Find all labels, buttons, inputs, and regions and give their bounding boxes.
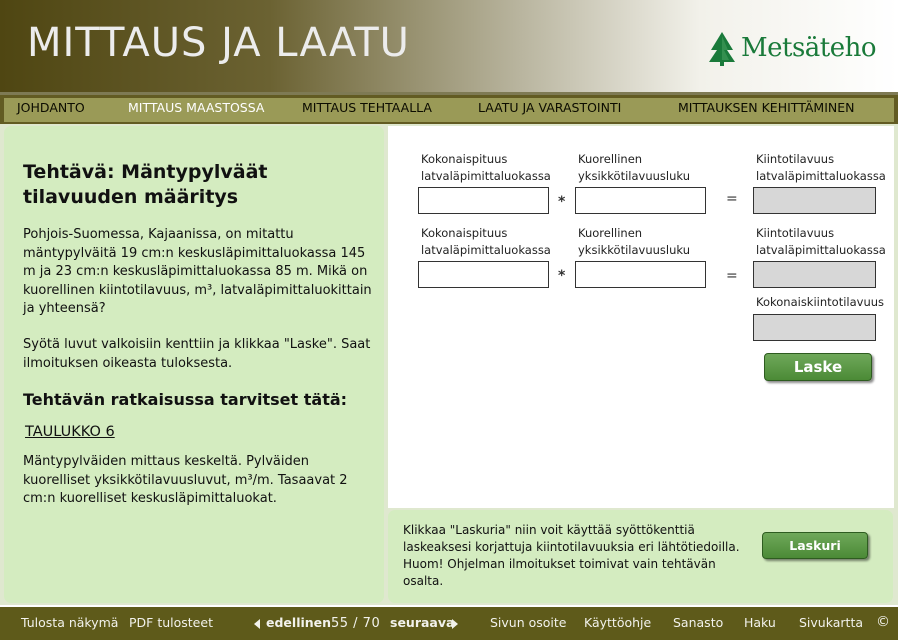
calculator-note-text: Klikkaa "Laskuria" niin voit käyttää syöttökenttiä laskeaksesi korjattuja kiintotilavuuksia eri lähtötiedoilla. Huom! Ohjelman ilmoitukset toimivat vain tehtävän osalta. xyxy=(403,523,740,588)
glossary-link[interactable]: Sanasto xyxy=(673,615,724,630)
length-input-2[interactable] xyxy=(418,261,549,288)
multiply-symbol-2: * xyxy=(558,268,566,284)
nav-item-mittauksen-kehittaminen[interactable]: MITTAUKSEN KEHITTÄMINEN xyxy=(678,100,855,115)
metsateho-logo[interactable] xyxy=(707,30,876,66)
next-arrow-icon[interactable] xyxy=(452,619,458,629)
user-guide-link[interactable]: Käyttöohje xyxy=(584,615,652,630)
task-instructions: Syötä luvut valkoisiin kenttiin ja klikkaa "Laske". Saat ilmoituksen oikeasta tuloksesta. xyxy=(23,337,371,371)
pdf-prints-link[interactable]: PDF tulosteet xyxy=(129,615,213,630)
length-input-1[interactable] xyxy=(418,187,549,214)
app-title: MITTAUS JA LAATU xyxy=(27,20,410,66)
total-volume-label: Kokonaiskiintotilavuus xyxy=(756,295,885,309)
task-title: Tehtävä: Mäntypylväät tilavuuden määritys xyxy=(23,161,268,208)
unit-volume-label-1: Kuorellinen yksikkötilavuusluku xyxy=(578,152,690,183)
result-field-1 xyxy=(753,187,876,214)
calculate-button[interactable]: Laske xyxy=(764,353,872,381)
previous-link[interactable]: edellinen xyxy=(266,615,332,630)
unit-volume-input-2[interactable] xyxy=(575,261,706,288)
copyright-icon[interactable]: © xyxy=(876,614,890,630)
result-field-2 xyxy=(753,261,876,288)
search-link[interactable]: Haku xyxy=(744,615,776,630)
equals-symbol-2: = xyxy=(726,268,738,284)
nav-item-mittaus-tehtaalla[interactable]: MITTAUS TEHTAALLA xyxy=(302,100,432,115)
resources-heading: Tehtävän ratkaisussa tarvitset tätä: xyxy=(23,390,348,409)
print-view-link[interactable]: Tulosta näkymä xyxy=(21,615,119,630)
calculator-button[interactable]: Laskuri xyxy=(762,532,868,559)
result-label-1: Kiintotilavuus latvaläpimittaluokassa xyxy=(756,152,886,183)
page-counter: 55 / 70 xyxy=(331,616,381,631)
multiply-symbol-1: * xyxy=(558,194,566,210)
total-volume-field xyxy=(753,314,876,341)
sitemap-link[interactable]: Sivukartta xyxy=(799,615,864,630)
logo-text: Metsäteho xyxy=(741,33,877,63)
tree-logo-icon xyxy=(707,30,737,66)
header xyxy=(0,0,898,92)
page-address-link[interactable]: Sivun osoite xyxy=(490,615,567,630)
nav-item-johdanto[interactable]: JOHDANTO xyxy=(17,100,85,115)
task-description: Pohjois-Suomessa, Kajaanissa, on mitattu mäntypylväitä 19 cm:n keskusläpimittaluokassa 145 m ja 23 cm:n keskusläpimittaluokassa 85 m. Mikä on kuorellinen kiintotilavuus, m³, latvaläpimittaluokittain ja yhteensä? xyxy=(23,227,372,316)
table-6-link[interactable]: TAULUKKO 6 xyxy=(25,424,115,440)
nav-item-mittaus-maastossa[interactable]: MITTAUS MAASTOSSA xyxy=(128,100,265,115)
next-link[interactable]: seuraava xyxy=(390,615,455,630)
nav-item-laatu-ja-varastointi[interactable]: LAATU JA VARASTOINTI xyxy=(478,100,622,115)
unit-volume-label-2: Kuorellinen yksikkötilavuusluku xyxy=(578,226,690,257)
table-description: Mäntypylväiden mittaus keskeltä. Pylväiden kuorelliset yksikkötilavuusluvut, m³/m. Tasaavat 2 cm:n kuorelliset keskusläpimittaluokat. xyxy=(23,454,348,506)
equals-symbol-1: = xyxy=(726,191,738,207)
unit-volume-input-1[interactable] xyxy=(575,187,706,214)
previous-arrow-icon[interactable] xyxy=(254,619,260,629)
length-label-2: Kokonaispituus latvaläpimittaluokassa xyxy=(421,226,551,257)
length-label-1: Kokonaispituus latvaläpimittaluokassa xyxy=(421,152,551,183)
result-label-2: Kiintotilavuus latvaläpimittaluokassa xyxy=(756,226,886,257)
